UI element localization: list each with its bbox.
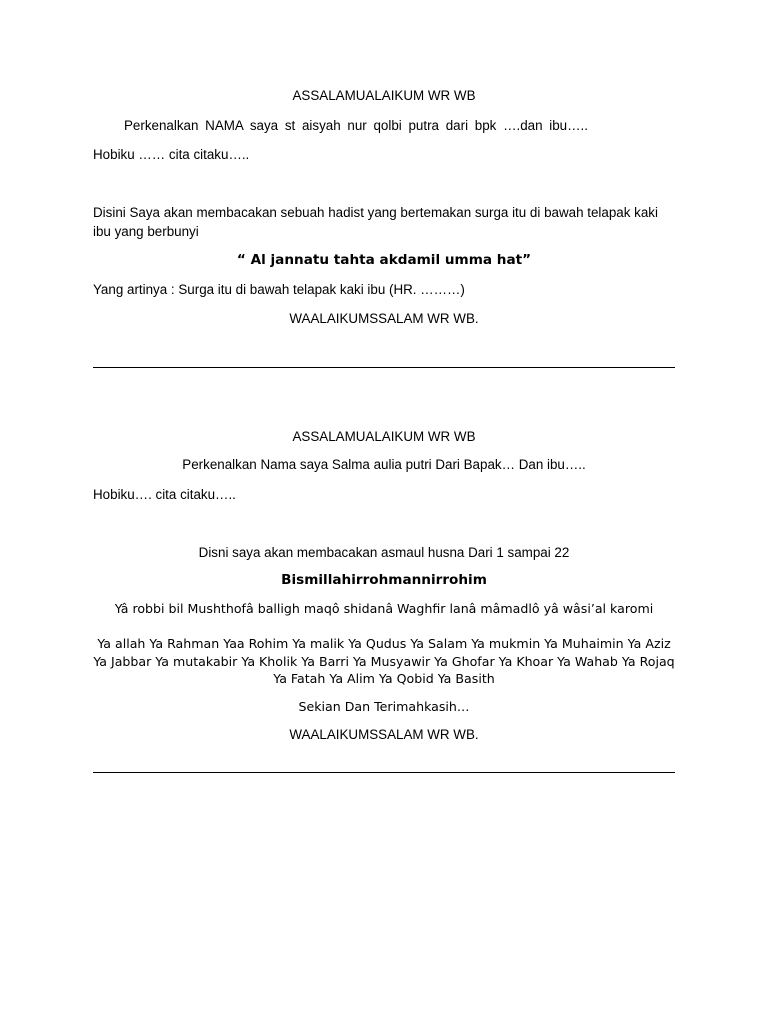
bismillah: Bismillahirrohmannirrohim — [281, 572, 487, 588]
hadith-intro: Disini Saya akan membacakan sebuah hadist yang bertemakan surga itu di bawah telapak kaki ibu yang berbunyi — [93, 205, 658, 239]
hadith-meaning: Yang artinya : Surga itu di bawah telapak kaki ibu (HR. ………) — [93, 282, 465, 297]
hadith-quote: “ Al jannatu tahta akdamil umma hat” — [236, 252, 532, 268]
prayer-line: Yâ robbi bil Mushthofâ balligh maqô shidanâ Waghfir lanâ mâmadlô yâ wâsi’al karomi — [114, 601, 654, 616]
greeting-2: ASSALAMUALAIKUM WR WB — [292, 429, 476, 444]
thanks: Sekian Dan Terimahkasih… — [298, 699, 470, 714]
closing-2: WAALAIKUMSSALAM WR WB. — [289, 727, 479, 742]
divider-2 — [93, 772, 675, 773]
hobby-1: Hobiku …… cita citaku….. — [93, 147, 250, 162]
divider-1 — [93, 367, 675, 368]
hobby-2: Hobiku…. cita citaku….. — [93, 487, 236, 502]
asmaul-intro: Disni saya akan membacakan asmaul husna Dari 1 sampai 22 — [198, 545, 570, 560]
closing-1: WAALAIKUMSSALAM WR WB. — [289, 311, 479, 326]
asmaul-husna-list: Ya allah Ya Rahman Yaa Rohim Ya malik Ya Qudus Ya Salam Ya mukmin Ya Muhaimin Ya Aziz Ya Jabbar Ya mutakabir Ya Kholik Ya Barri Ya Musyawir Ya Ghofar Ya Khoar Ya Wahab Ya Rojaq Ya Fatah Ya Alim Ya Qobid Ya Basith — [93, 636, 675, 686]
intro-1: Perkenalkan NAMA saya st aisyah nur qolbi putra dari bpk ….dan ibu….. — [124, 118, 588, 133]
intro-2: Perkenalkan Nama saya Salma aulia putri Dari Bapak… Dan ibu….. — [182, 457, 586, 472]
greeting-1: ASSALAMUALAIKUM WR WB — [292, 88, 476, 103]
